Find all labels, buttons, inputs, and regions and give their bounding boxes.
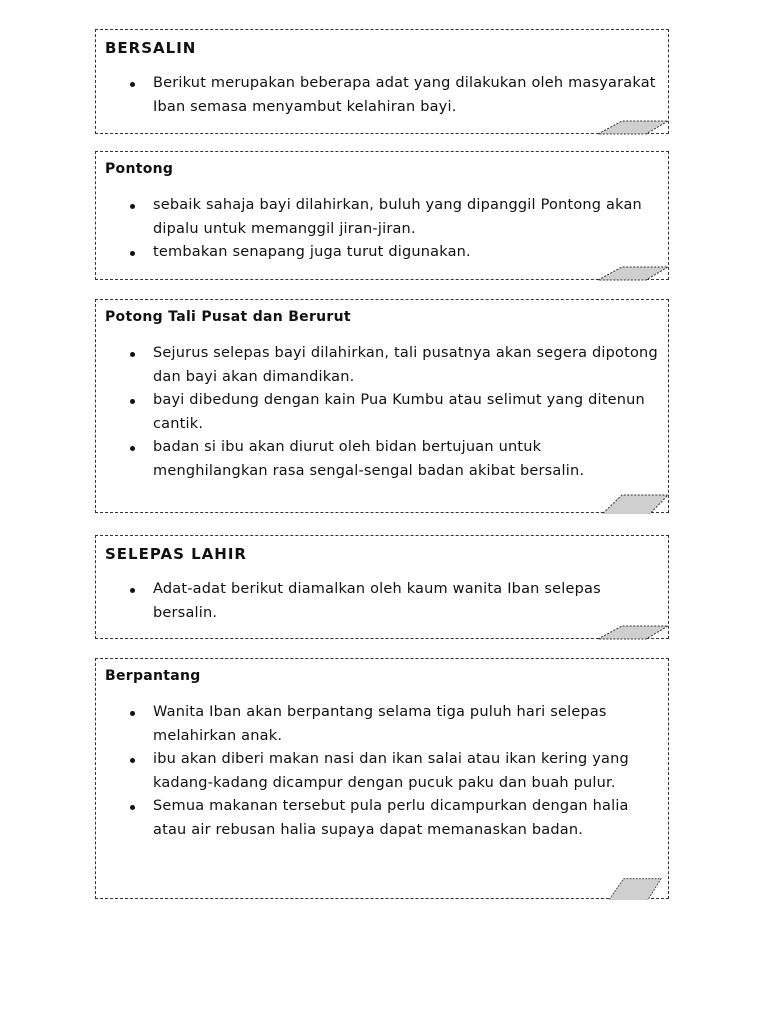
bullet-list xyxy=(96,72,658,119)
card-title: SELEPAS LAHIR xyxy=(105,545,247,563)
bullet-item: sebaik sahaja bayi dilahirkan, buluh yang dipanggil Pontong akan dipalu untuk memanggil jiran-jiran. xyxy=(96,194,658,241)
bullet-item: Berikut merupakan beberapa adat yang dilakukan oleh masyarakat Iban semasa menyambut kelahiran bayi. xyxy=(96,72,658,119)
card-bersalin xyxy=(95,29,669,134)
card-title: Pontong xyxy=(105,161,174,177)
page-curl-icon xyxy=(596,488,670,514)
bullet-item: bayi dibedung dengan kain Pua Kumbu atau selimut yang ditenun cantik. xyxy=(96,389,658,436)
page-curl-icon xyxy=(604,868,670,900)
page-curl-icon xyxy=(596,119,670,135)
card-title: BERSALIN xyxy=(105,39,197,57)
bullet-item: Wanita Iban akan berpantang selama tiga puluh hari selepas melahirkan anak. xyxy=(96,701,658,748)
card-title: Potong Tali Pusat dan Berurut xyxy=(105,309,351,325)
card-title: Berpantang xyxy=(105,668,201,684)
bullet-item: Adat-adat berikut diamalkan oleh kaum wanita Iban selepas bersalin. xyxy=(96,578,658,625)
page-curl-icon xyxy=(596,624,670,640)
bullet-list xyxy=(96,701,658,842)
card-berpantang xyxy=(95,658,669,899)
page-curl-icon xyxy=(596,265,670,281)
card-potong-tali-pusat xyxy=(95,299,669,513)
bullet-list xyxy=(96,194,658,265)
bullet-list xyxy=(96,578,658,625)
card-pontong xyxy=(95,151,669,280)
bullet-list xyxy=(96,342,658,483)
bullet-item: Semua makanan tersebut pula perlu dicampurkan dengan halia atau air rebusan halia supaya dapat memanaskan badan. xyxy=(96,795,658,842)
bullet-item: badan si ibu akan diurut oleh bidan bertujuan untuk menghilangkan rasa sengal-sengal badan akibat bersalin. xyxy=(96,436,658,483)
card-selepas-lahir xyxy=(95,535,669,639)
bullet-item: ibu akan diberi makan nasi dan ikan salai atau ikan kering yang kadang-kadang dicampur dengan pucuk paku dan buah pulur. xyxy=(96,748,658,795)
bullet-item: tembakan senapang juga turut digunakan. xyxy=(96,241,658,265)
bullet-item: Sejurus selepas bayi dilahirkan, tali pusatnya akan segera dipotong dan bayi akan dimandikan. xyxy=(96,342,658,389)
